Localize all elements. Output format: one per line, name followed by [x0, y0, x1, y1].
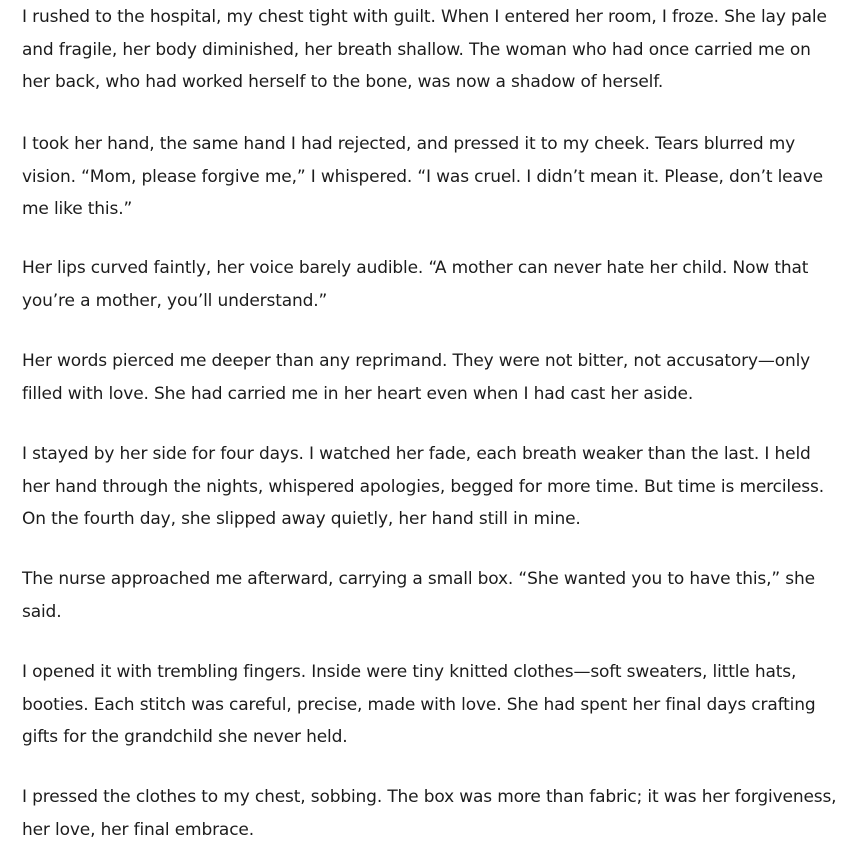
paragraph: I opened it with trembling fingers. Inside were tiny knitted clothes—soft sweaters, little hats, booties. Each stitch was careful, precise, made with love. She had spent her final days crafting gifts for the grandchild she never held.: [22, 662, 816, 747]
paragraph: I pressed the clothes to my chest, sobbing. The box was more than fabric; it was her forgiveness, her love, her final embrace.: [22, 787, 837, 840]
paragraph: I took her hand, the same hand I had rejected, and pressed it to my cheek. Tears blurred my vision. “Mom, please forgive me,” I whispered. “I was cruel. I didn’t mean it. Please, don’t leave me like this.”: [22, 134, 823, 219]
paragraph: Her lips curved faintly, her voice barely audible. “A mother can never hate her child. Now that you’re a mother, you’ll understand.”: [22, 258, 809, 311]
paragraph: Her words pierced me deeper than any reprimand. They were not bitter, not accusatory—only filled with love. She had carried me in her heart even when I had cast her aside.: [22, 351, 811, 404]
paragraph: I stayed by her side for four days. I watched her fade, each breath weaker than the last. I held her hand through the nights, whispered apologies, begged for more time. But time is merciless. On the fourth day, she slipped away quietly, her hand still in mine.: [22, 444, 824, 529]
paragraph: I rushed to the hospital, my chest tight with guilt. When I entered her room, I froze. She lay pale and fragile, her body diminished, her breath shallow. The woman who had once carried me on her back, who had worked herself to the bone, was now a shadow of herself.: [22, 7, 827, 92]
paragraph: The nurse approached me afterward, carrying a small box. “She wanted you to have this,” she said.: [22, 569, 815, 622]
